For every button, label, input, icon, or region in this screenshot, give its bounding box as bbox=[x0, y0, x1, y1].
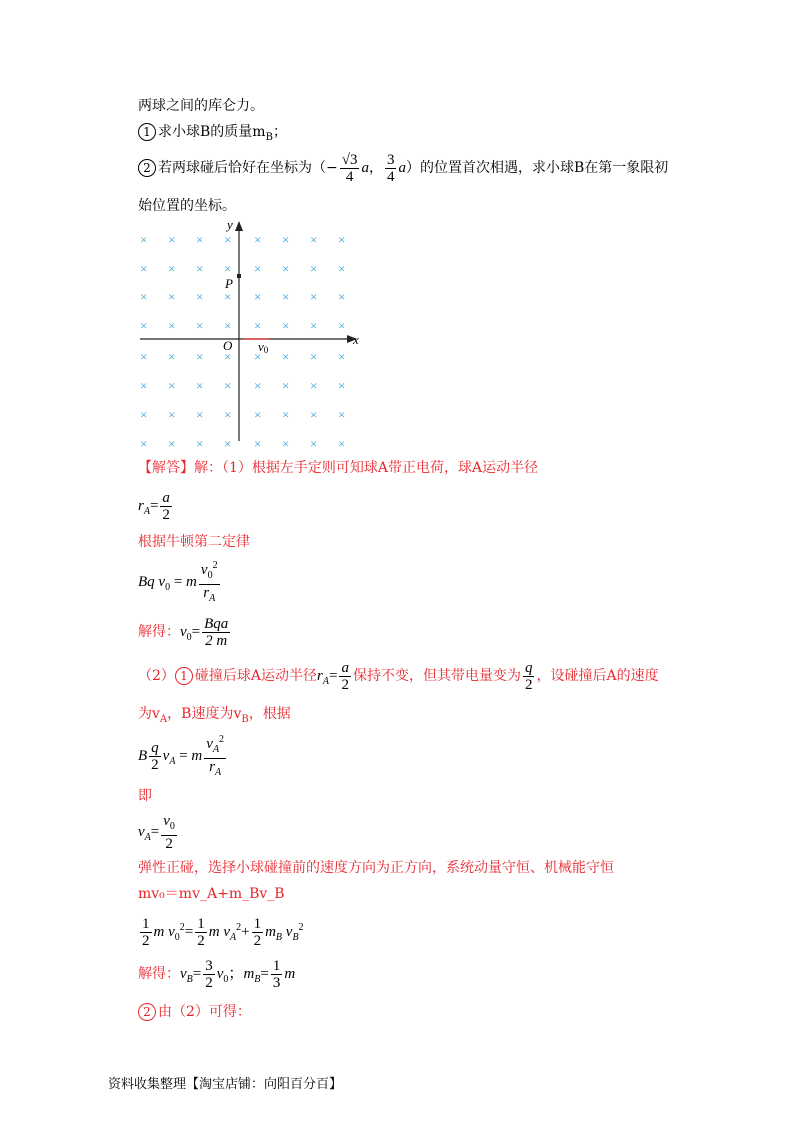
energy-equation: $\frac{1}{2}$ m $v_0^2=$ $\frac{1}{2}$ m $v_A^2+$ $\frac{1}{2}$ $m_B$ $v_B^2$ bbox=[142, 916, 304, 950]
field-marks bbox=[140, 232, 345, 451]
fraction: $\frac{√3}{4}$ bbox=[341, 151, 358, 185]
field-mark: × bbox=[196, 318, 204, 333]
field-mark: × bbox=[254, 318, 262, 333]
magnetic-field-figure bbox=[135, 215, 370, 455]
field-mark: × bbox=[140, 232, 148, 247]
solve-vb-mb: 解得：$v_B=$ $\frac{3}{2}$ $v_0$；$m_B=$ $\frac{1}{3}$ m bbox=[138, 958, 296, 992]
field-mark: × bbox=[282, 407, 290, 422]
field-mark: × bbox=[282, 318, 290, 333]
field-mark: × bbox=[224, 261, 232, 276]
velocity-label: v0 bbox=[258, 339, 269, 355]
field-mark: × bbox=[196, 436, 204, 451]
question-1: 1 求小球B的质量$m_B$； bbox=[138, 122, 287, 148]
field-mark: × bbox=[224, 407, 232, 422]
field-mark: × bbox=[310, 232, 318, 247]
field-mark: × bbox=[254, 232, 262, 247]
field-mark: × bbox=[168, 436, 176, 451]
field-mark: × bbox=[310, 289, 318, 304]
part-2b: 2 由（2）可得： bbox=[138, 1002, 251, 1022]
field-mark: × bbox=[338, 261, 346, 276]
field-mark: × bbox=[140, 318, 148, 333]
point-p bbox=[237, 274, 241, 278]
field-mark: × bbox=[254, 378, 262, 393]
field-mark: × bbox=[282, 232, 290, 247]
field-mark: × bbox=[168, 289, 176, 304]
solve-v0: 解得：$v_0=$ $\frac{\text{Bqa}}{2 m}$ bbox=[138, 616, 229, 650]
x-axis-label: x bbox=[353, 332, 359, 347]
equation-force: Bq $v_0 = m$ $\frac{v_0^2}{r_A}$ bbox=[138, 560, 218, 604]
field-mark: × bbox=[168, 349, 176, 364]
newton-law-text: 根据牛顿第二定律 bbox=[138, 534, 250, 550]
field-mark: × bbox=[310, 349, 318, 364]
field-mark: × bbox=[254, 261, 262, 276]
field-mark: × bbox=[338, 318, 346, 333]
field-mark: × bbox=[338, 436, 346, 451]
question-2: 2 若两球碰后恰好在坐标为（− $\frac{√3}{4}$ a， $\frac{3}{4}$ a）的位置首次相遇，求小球B在第一象限初 bbox=[138, 150, 668, 186]
part-2-line-2: 为$v_A$，B速度为$v_B$，根据 bbox=[138, 706, 291, 725]
momentum-equation: mv₀＝mv_A+m_Bv_B bbox=[138, 886, 285, 902]
field-mark: × bbox=[168, 232, 176, 247]
part-2-line-1: （2） 1 碰撞后球A运动半径$r_A=$ $\frac{a}{2}$ 保持不变，但其带电量变为 $\frac{q}{2}$ ，设碰撞后A的速度 bbox=[138, 660, 659, 694]
field-mark: × bbox=[224, 378, 232, 393]
field-mark: × bbox=[196, 407, 204, 422]
field-mark: × bbox=[140, 378, 148, 393]
field-mark: × bbox=[168, 378, 176, 393]
problem-line-1: 两球之间的库仑力。 bbox=[138, 98, 264, 114]
equation-force-2: B $\frac{q}{2}$ $v_A = m$ $\frac{v_A^2}{r_A}$ bbox=[138, 734, 225, 778]
field-mark: × bbox=[168, 407, 176, 422]
footer-text: 资料收集整理【淘宝店铺：向阳百分百】 bbox=[108, 1077, 343, 1092]
field-mark: × bbox=[338, 232, 346, 247]
field-mark: × bbox=[338, 378, 346, 393]
field-mark: × bbox=[338, 289, 346, 304]
circle-marker: 2 bbox=[138, 159, 156, 177]
field-mark: × bbox=[140, 261, 148, 276]
field-mark: × bbox=[282, 289, 290, 304]
field-mark: × bbox=[254, 407, 262, 422]
field-mark: × bbox=[196, 378, 204, 393]
elastic-collision-text: 弹性正碰，选择小球碰撞前的速度方向为正方向，系统动量守恒、机械能守恒 bbox=[138, 860, 614, 876]
field-mark: × bbox=[196, 349, 204, 364]
field-mark: × bbox=[282, 378, 290, 393]
field-mark: × bbox=[310, 407, 318, 422]
field-mark: × bbox=[168, 261, 176, 276]
field-mark: × bbox=[196, 289, 204, 304]
equation-va: $v_A=$ $\frac{v_0}{2}$ bbox=[138, 813, 175, 853]
field-mark: × bbox=[168, 318, 176, 333]
field-mark: × bbox=[254, 289, 262, 304]
point-p-label: P bbox=[225, 276, 233, 291]
circle-marker: 1 bbox=[138, 123, 156, 141]
field-mark: × bbox=[310, 436, 318, 451]
ji-text: 即 bbox=[138, 788, 152, 804]
equation-radius: $r_A=$ $\frac{a}{2}$ bbox=[138, 490, 170, 524]
origin-label: O bbox=[223, 338, 233, 353]
field-mark: × bbox=[224, 436, 232, 451]
problem-line-4: 始位置的坐标。 bbox=[138, 198, 236, 214]
field-mark: × bbox=[338, 349, 346, 364]
field-mark: × bbox=[254, 436, 262, 451]
field-mark: × bbox=[140, 349, 148, 364]
y-axis-label: y bbox=[227, 217, 233, 232]
field-mark: × bbox=[224, 318, 232, 333]
field-mark: × bbox=[282, 349, 290, 364]
field-mark: × bbox=[282, 436, 290, 451]
field-mark: × bbox=[140, 289, 148, 304]
field-mark: × bbox=[338, 407, 346, 422]
field-mark: × bbox=[140, 436, 148, 451]
question-1-text: 求小球B的质量m bbox=[158, 124, 266, 140]
field-mark: × bbox=[140, 407, 148, 422]
circle-marker: 1 bbox=[175, 667, 193, 685]
field-mark: × bbox=[196, 232, 204, 247]
field-mark: × bbox=[282, 261, 290, 276]
field-mark: × bbox=[224, 232, 232, 247]
field-mark: × bbox=[196, 261, 204, 276]
field-mark: × bbox=[224, 289, 232, 304]
field-mark: × bbox=[310, 378, 318, 393]
field-mark: × bbox=[310, 261, 318, 276]
solution-header: 【解答】解：（1）根据左手定则可知球A带正电荷，球A运动半径 bbox=[138, 460, 539, 476]
fraction: $\frac{3}{4}$ bbox=[386, 151, 395, 185]
circle-marker: 2 bbox=[138, 1003, 156, 1021]
field-mark: × bbox=[310, 318, 318, 333]
field-mark: × bbox=[224, 349, 232, 364]
y-axis-arrow bbox=[235, 221, 243, 231]
field-mark: × bbox=[254, 349, 262, 364]
